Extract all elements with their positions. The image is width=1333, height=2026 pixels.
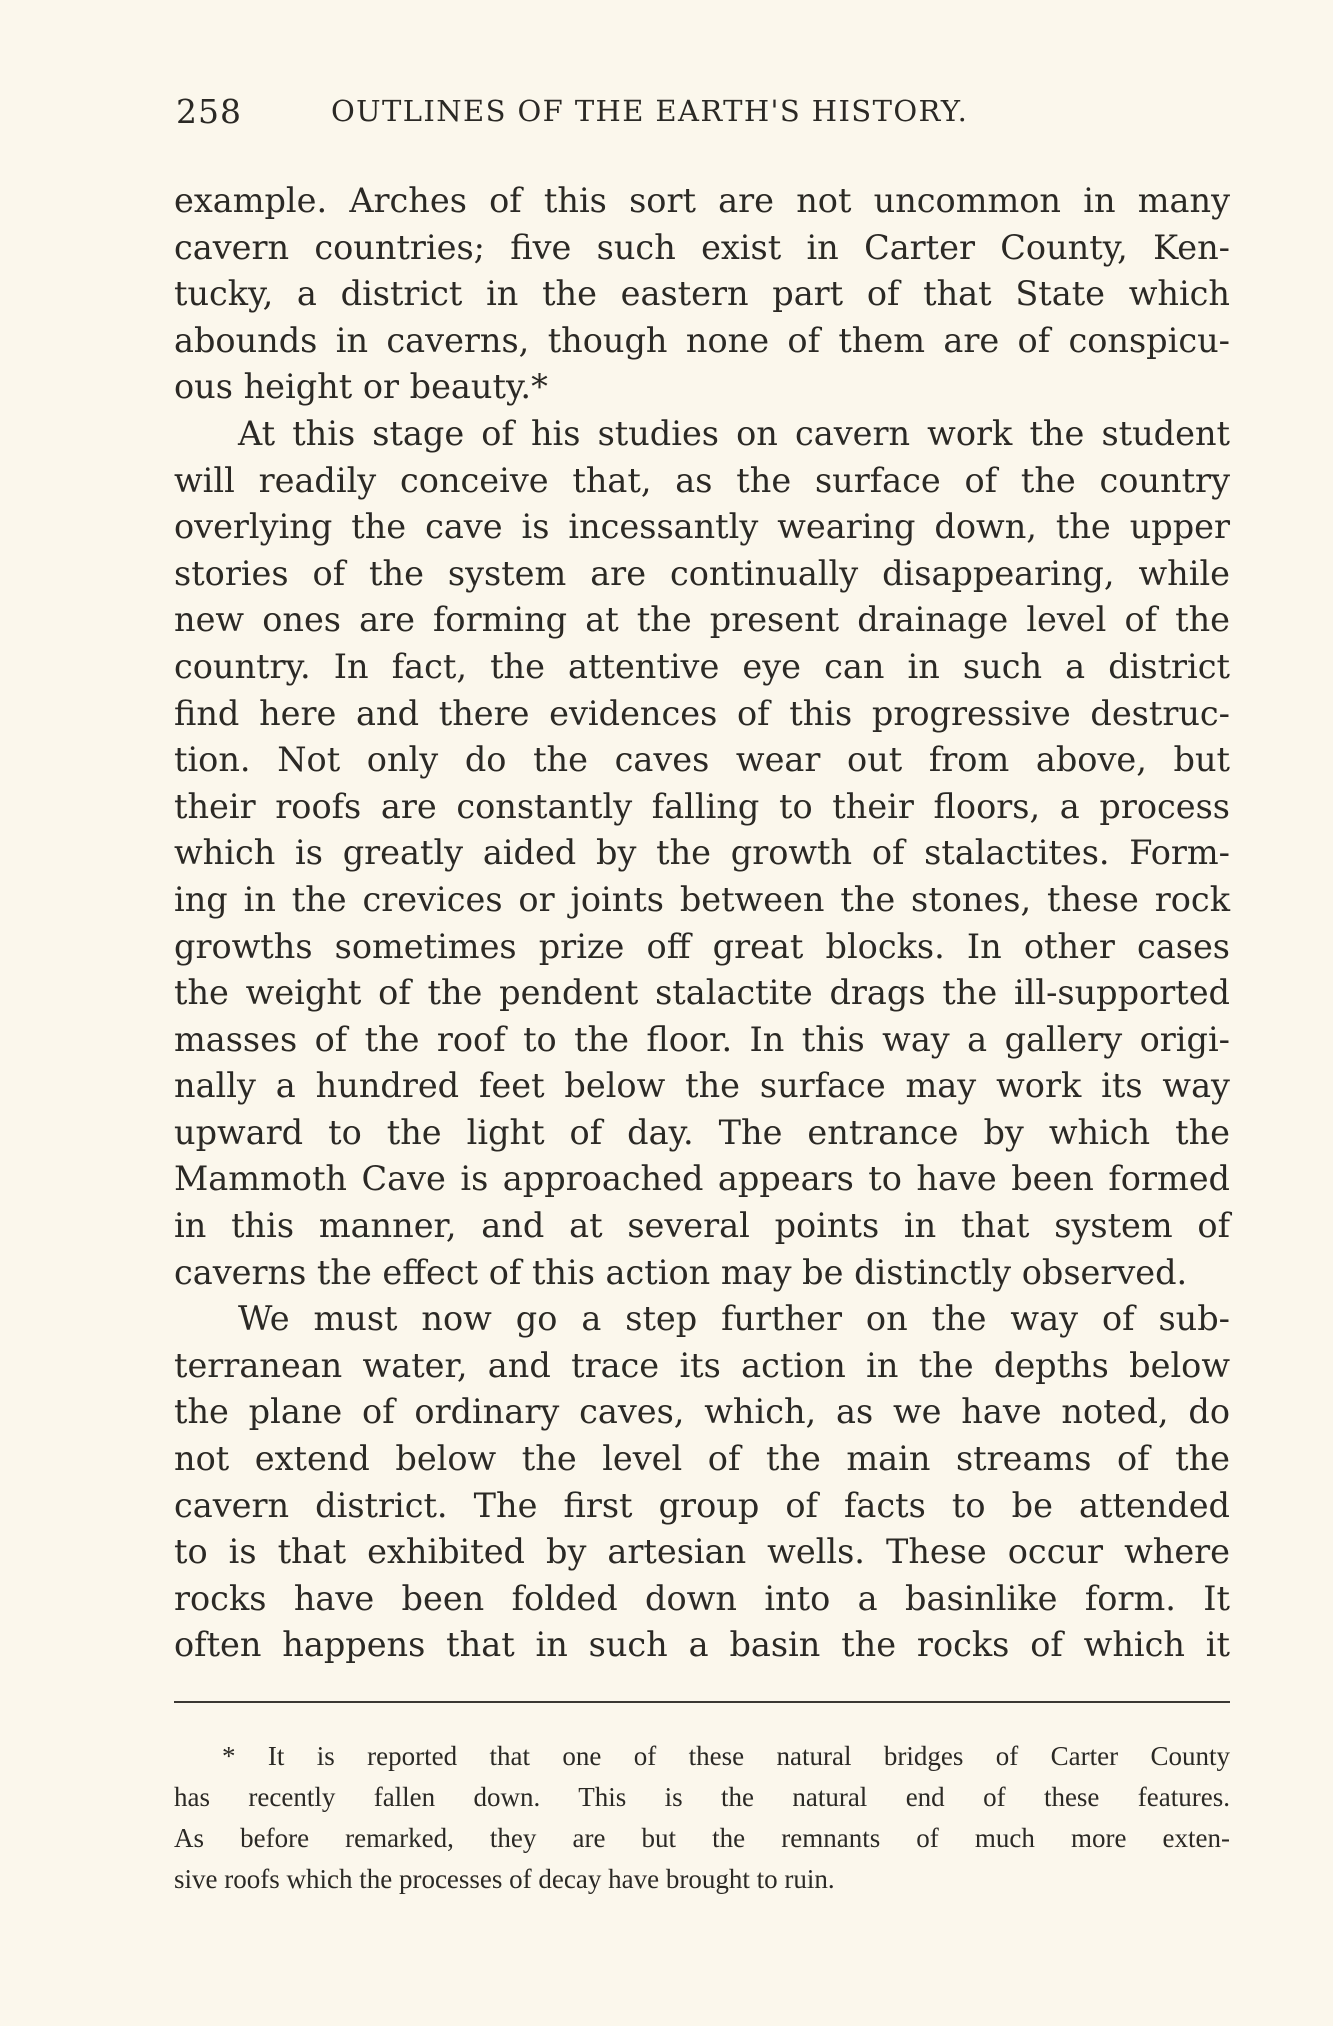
- text-line: cavern countries; five such exist in Carter County, Ken-: [174, 227, 1230, 267]
- text-line: new ones are forming at the present drainage level of the: [174, 600, 1230, 640]
- text-line: Mammoth Cave is approached appears to have been formed: [174, 1159, 1230, 1199]
- text-line: to is that exhibited by artesian wells. These occur where: [174, 1532, 1230, 1572]
- text-line: find here and there evidences of this progressive destruc-: [174, 693, 1230, 733]
- footnote-line: As before remarked, they are but the remnants of much more exten-: [174, 1823, 1230, 1853]
- text-line: We must now go a step further on the way of sub-: [238, 1299, 1230, 1339]
- page-header: [176, 92, 1096, 132]
- text-line: tucky, a district in the eastern part of that State which: [174, 274, 1230, 314]
- text-line: the weight of the pendent stalactite drags the ill-supported: [174, 973, 1230, 1013]
- text-line: in this manner, and at several points in that system of: [174, 1206, 1230, 1246]
- text-line: caverns the effect of this action may be distinctly observed.: [174, 1252, 1188, 1292]
- text-line: stories of the system are continually disappearing, while: [174, 553, 1230, 593]
- text-line: growths sometimes prize off great blocks. In other cases: [174, 926, 1230, 966]
- text-line: tion. Not only do the caves wear out from above, but: [174, 740, 1230, 780]
- text-line: abounds in caverns, though none of them are of conspicu-: [174, 320, 1230, 360]
- text-line: their roofs are constantly falling to their floors, a process: [174, 786, 1230, 826]
- text-line: upward to the light of day. The entrance by which the: [174, 1112, 1230, 1152]
- page-number: 258: [176, 92, 242, 131]
- text-line: rocks have been folded down into a basinlike form. It: [174, 1578, 1230, 1618]
- text-line: At this stage of his studies on cavern work the student: [238, 413, 1230, 453]
- text-line: country. In fact, the attentive eye can in such a district: [174, 646, 1230, 686]
- text-line: will readily conceive that, as the surface of the country: [174, 460, 1230, 500]
- footnote-divider: [174, 1701, 1230, 1703]
- text-line: ous height or beauty.*: [174, 367, 548, 407]
- body-text: [174, 178, 1230, 1669]
- footnote-line: * It is reported that one of these natural bridges of Carter County: [222, 1741, 1230, 1771]
- text-line: the plane of ordinary caves, which, as we have noted, do: [174, 1392, 1230, 1432]
- footnote: [174, 1736, 1230, 1900]
- text-line: often happens that in such a basin the rocks of which it: [174, 1625, 1230, 1665]
- text-line: overlying the cave is incessantly wearing down, the upper: [174, 507, 1230, 547]
- text-line: terranean water, and trace its action in the depths below: [174, 1345, 1230, 1385]
- running-title: OUTLINES OF THE EARTH'S HISTORY.: [331, 94, 969, 128]
- text-line: cavern district. The first group of facts to be attended: [174, 1485, 1230, 1525]
- text-line: nally a hundred feet below the surface may work its way: [174, 1066, 1230, 1106]
- footnote-line: has recently fallen down. This is the natural end of these features.: [174, 1782, 1230, 1812]
- text-line: which is greatly aided by the growth of stalactites. Form-: [174, 833, 1230, 873]
- text-line: not extend below the level of the main streams of the: [174, 1439, 1230, 1479]
- text-line: ing in the crevices or joints between the stones, these rock: [174, 879, 1230, 919]
- footnote-line: sive roofs which the processes of decay have brought to ruin.: [174, 1864, 835, 1894]
- text-line: example. Arches of this sort are not uncommon in many: [174, 181, 1230, 220]
- text-line: masses of the roof to the floor. In this way a gallery origi-: [174, 1019, 1230, 1059]
